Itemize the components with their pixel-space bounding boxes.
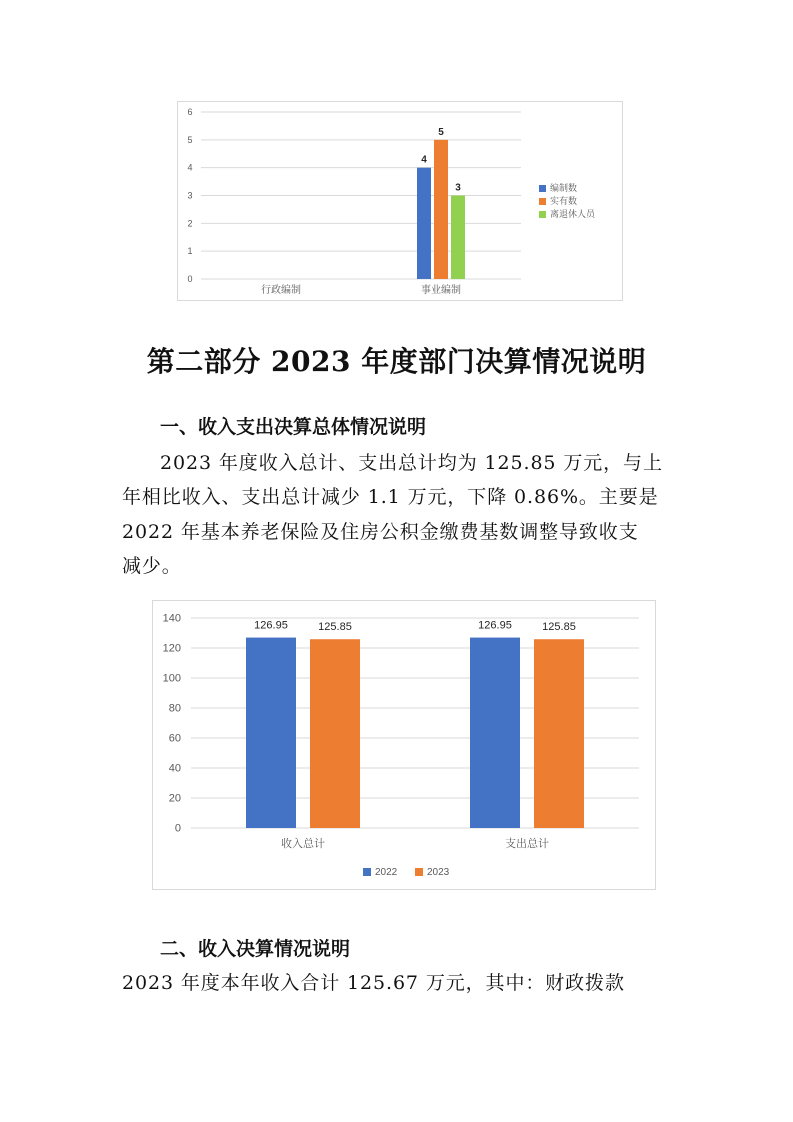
y-tick-label: 100 [162, 672, 181, 685]
legend-swatch [539, 198, 546, 205]
bar [451, 196, 465, 280]
y-tick-label: 40 [168, 762, 181, 775]
legend-label: 2022 [375, 867, 398, 878]
bar [534, 639, 584, 828]
x-category-label: 支出总计 [505, 837, 549, 850]
y-tick-label: 2 [187, 218, 193, 229]
legend-label: 2023 [427, 867, 450, 878]
section1-heading: 一、收入支出决算总体情况说明 [160, 416, 427, 438]
y-tick-label: 20 [168, 792, 181, 805]
data-label: 126.95 [478, 619, 512, 632]
revenue-expense-chart-svg [153, 601, 655, 889]
x-category-label: 行政编制 [261, 285, 301, 296]
legend-swatch [539, 185, 546, 192]
bar [434, 140, 448, 279]
staffing-chart-svg [178, 102, 622, 300]
bar [246, 638, 296, 828]
legend-swatch [415, 868, 423, 876]
y-tick-label: 120 [162, 642, 181, 655]
section1-line-1: 2023 年度收入总计、支出总计均为 125.85 万元，与上 [160, 452, 663, 474]
y-tick-label: 0 [174, 822, 181, 835]
section1-line-2: 年相比收入、支出总计减少 1.1 万元，下降 0.86%。主要是 [122, 486, 659, 509]
staffing-chart [177, 101, 623, 301]
section2-line-1: 2023 年度本年收入合计 125.67 万元，其中：财政拨款 [122, 972, 625, 994]
legend-label: 编制数 [550, 184, 578, 194]
y-tick-label: 80 [168, 702, 181, 715]
section2-paragraph [122, 966, 680, 1000]
legend-swatch [539, 211, 546, 218]
data-label: 125.85 [542, 621, 576, 634]
section1-paragraph [122, 446, 680, 583]
data-label: 126.95 [254, 619, 288, 632]
x-category-label: 事业编制 [421, 285, 461, 296]
legend-label: 离退休人员 [550, 210, 596, 220]
section1-line-4: 减少。 [122, 554, 182, 577]
section2-heading: 二、收入决算情况说明 [160, 938, 351, 960]
y-tick-label: 5 [187, 134, 193, 145]
page-title: 第二部分 2023 年度部门决算情况说明 [146, 345, 647, 378]
y-tick-label: 0 [187, 274, 193, 284]
y-tick-label: 4 [187, 162, 193, 173]
bar [310, 639, 360, 828]
y-tick-label: 3 [187, 190, 193, 201]
section1-line-3: 2022 年基本养老保险及住房公积金缴费基数调整导致收支 [122, 520, 639, 543]
data-label: 5 [438, 126, 444, 138]
data-label: 125.85 [318, 621, 352, 634]
bar [470, 638, 520, 828]
legend-swatch [363, 868, 371, 876]
data-label: 3 [455, 182, 461, 194]
y-tick-label: 140 [162, 612, 181, 625]
y-tick-label: 1 [187, 246, 193, 257]
bar [417, 168, 431, 279]
data-label: 4 [421, 154, 427, 166]
y-tick-label: 60 [168, 732, 181, 745]
x-category-label: 收入总计 [281, 837, 325, 850]
revenue-expense-chart [152, 600, 656, 890]
y-tick-label: 6 [187, 107, 193, 117]
legend-label: 实有数 [550, 197, 578, 207]
